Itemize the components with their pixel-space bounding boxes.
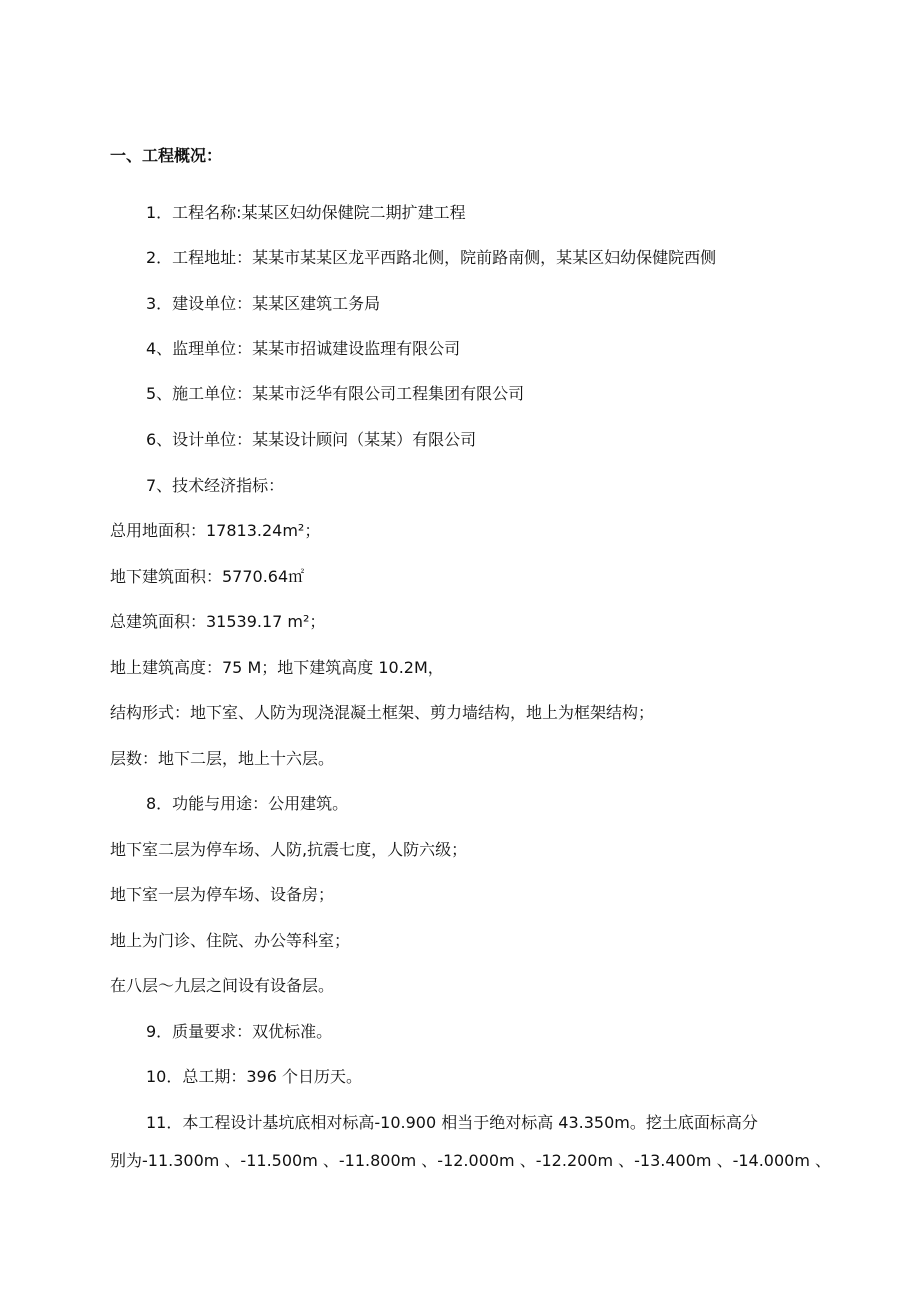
total-building-area: 总建筑面积：31539.17 m²； [110,612,326,631]
function-heading: 8．功能与用途：公用建筑。 [146,794,349,813]
construction-unit: 3．建设单位：某某区建筑工务局 [146,294,381,313]
excavation-note-line2: 别为-11.300m 、-11.500m 、-11.800m 、-12.000m 、-12.200m 、-13.400m 、-14.000m 、 [110,1151,832,1170]
tech-indicators-heading: 7、技术经济指标： [146,476,285,495]
design-unit: 6、设计单位：某某设计顾问（某某）有限公司 [146,430,477,449]
function-above-ground: 地上为门诊、住院、办公等科室； [110,931,351,950]
underground-building-area: 地下建筑面积：5770.64㎡ [110,567,305,586]
supervision-unit: 4、监理单位：某某市招诚建设监理有限公司 [146,339,461,358]
project-address: 2．工程地址：某某市某某区龙平西路北侧，院前路南侧，某某区妇幼保健院西侧 [146,248,717,267]
section-heading: 一、工程概况： [110,146,223,165]
structure-type: 结构形式：地下室、人防为现浇混凝土框架、剪力墙结构，地上为框架结构； [110,703,655,722]
excavation-note-line1: 11．本工程设计基坑底相对标高-10.900 相当于绝对标高 43.350m。挖土底面标高分 [146,1113,758,1132]
total-duration: 10．总工期：396 个日历天。 [146,1067,362,1086]
total-land-area: 总用地面积：17813.24m²； [110,521,321,540]
function-b2: 地下室二层为停车场、人防,抗震七度，人防六级； [110,840,468,859]
contractor-unit: 5、施工单位：某某市泛华有限公司工程集团有限公司 [146,384,525,403]
function-equipment-floor: 在八层～九层之间设有设备层。 [110,976,335,995]
quality-requirement: 9．质量要求：双优标准。 [146,1022,333,1041]
floor-count: 层数：地下二层，地上十六层。 [110,749,335,768]
function-b1: 地下室一层为停车场、设备房； [110,885,335,904]
building-heights: 地上建筑高度：75 M；地下建筑高度 10.2M， [110,658,444,677]
project-name: 1．工程名称:某某区妇幼保健院二期扩建工程 [146,203,466,222]
